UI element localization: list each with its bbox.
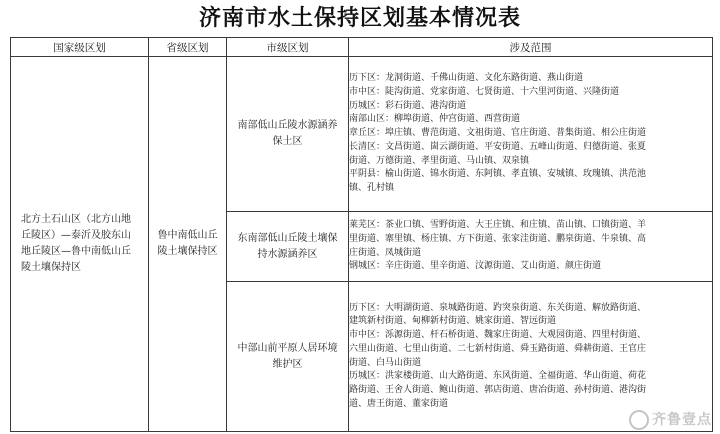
table-row (11, 57, 713, 212)
header-scope: 涉及范围 (349, 38, 713, 57)
municipal-zone-cell (227, 212, 349, 282)
header-provincial: 省级区划 (149, 38, 227, 57)
page-title: 济南市水土保持区划基本情况表 (198, 5, 521, 31)
header-national: 国家级区划 (11, 38, 149, 57)
municipal-zone-cell (227, 282, 349, 432)
scope-line: 路街道、王舍人街道、鲍山街道、郭店街道、唐冶街道、孙村街道、港沟街 (349, 384, 647, 395)
scope-line: 长清区：文昌街道、崮云湖街道、平安街道、五峰山街道、归德街道、张夏 (349, 141, 647, 152)
scope-line: 历下区：大明湖街道、泉城路街道、趵突泉街道、东关街道、解放路街道、 (349, 302, 647, 313)
scope-line: 历城区：洪家楼街道、山大路街道、东风街道、全福街道、华山街道、荷花 (349, 371, 647, 382)
scope-line: 钢城区：辛庄街道、里辛街道、汶源街道、艾山街道、颜庄街道 (349, 261, 602, 272)
watermark-logo-icon (629, 410, 649, 430)
provincial-zone: 鲁中南低山丘陵土壤保持区 (157, 230, 218, 257)
scope-line: 里街道、寨里镇、杨庄镇、方下街道、张家洼街道、鹏泉街道、牛泉镇、高 (349, 233, 647, 244)
municipal-zone-cell (227, 57, 349, 212)
header-row (11, 38, 713, 57)
scope-line: 平阴县：榆山街道、锦水街道、东阿镇、孝直镇、安城镇、玫瑰镇、洪范池 (349, 169, 647, 180)
national-zone-cell (11, 57, 149, 432)
header-municipal: 市级区划 (227, 38, 349, 57)
scope-line: 街道、白马山街道 (349, 357, 422, 368)
scope-line: 章丘区：埠庄镇、曹范街道、文祖街道、官庄街道、普集街道、相公庄街道 (349, 128, 647, 139)
scope-line: 街道、万德街道、孝里街道、马山镇、双泉镇 (349, 155, 530, 166)
watermark-text: 齐鲁壹点 (652, 412, 712, 428)
municipal-zone-3: 中部山前平原人居环境维护区 (237, 342, 338, 370)
provincial-zone-cell (149, 57, 227, 432)
scope-line: 莱芜区：茶业口镇、雪野街道、大王庄镇、和庄镇、苗山镇、口镇街道、羊 (349, 220, 647, 231)
scope-line: 历下区：龙洞街道、千佛山街道、文化东路街道、燕山街道 (349, 73, 584, 84)
scope-line: 市中区：泺源街道、杆石桥街道、魏家庄街道、大观园街道、四里村街道、 (349, 330, 647, 341)
scope-line: 建筑新村街道、甸柳新村街道、姚家街道、智远街道 (349, 316, 557, 327)
municipal-zone-2: 东南部低山丘陵土壤保持水源涵养区 (237, 232, 338, 260)
scope-line: 历城区：彩石街道、港沟街道 (349, 100, 467, 111)
scope-line: 镇、孔村镇 (349, 182, 395, 193)
scope-cell (349, 212, 713, 282)
municipal-zone-1: 南部低山丘陵水源涵养保土区 (237, 120, 338, 147)
zoning-table (10, 37, 713, 432)
scope-line: 六里山街道、七里山街道、二七新村街道、舜玉路街道、舜耕街道、王官庄 (349, 343, 647, 354)
scope-line: 市中区：陡沟街道、党家街道、七贤街道、十六里河街道、兴隆街道 (349, 87, 620, 98)
watermark (629, 409, 712, 430)
scope-line: 庄街道、凤城街道 (349, 247, 422, 258)
national-zone: 北方土石山区（北方山地丘陵区）—泰沂及胶东山地丘陵区—鲁中南低山丘陵土壤保持区 (21, 214, 131, 273)
scope-line: 南部山区：柳埠街道、仲宫街道、西营街道 (349, 114, 521, 125)
scope-cell (349, 57, 713, 212)
scope-line: 道、唐王街道、董家街道 (349, 398, 449, 409)
